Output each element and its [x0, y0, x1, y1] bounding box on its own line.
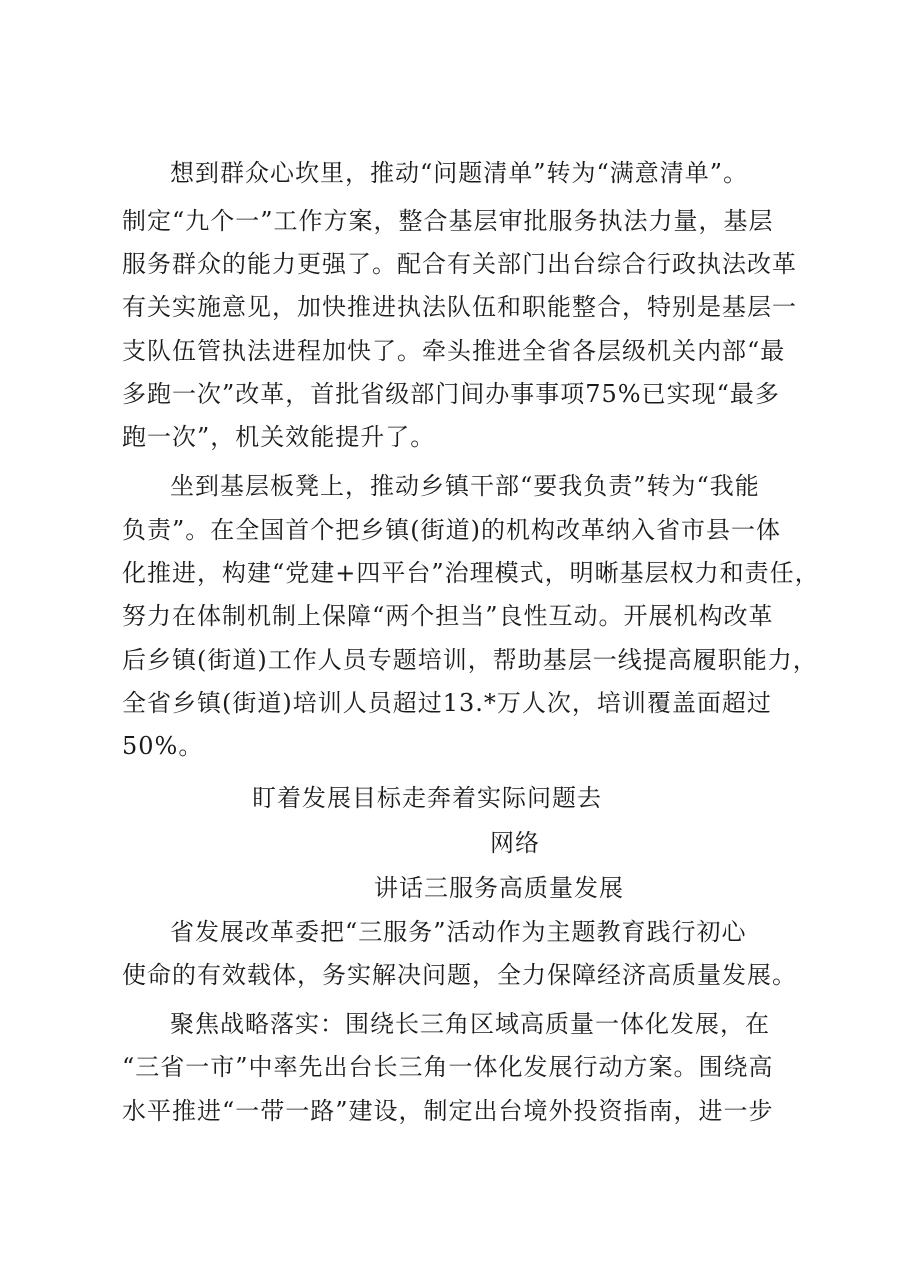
- paragraph-line: 努力在体制机制上保障“两个担当”良性互动。开展机构改革: [122, 602, 774, 630]
- paragraph-line: 负责”。在全国首个把乡镇(街道)的机构改革纳入省市县一体: [122, 516, 781, 544]
- paragraph-line: “三省一市”中率先出台长三角一体化发展行动方案。围绕高: [122, 1053, 774, 1081]
- paragraph-line: 全省乡镇(街道)培训人员超过13.*万人次，培训覆盖面超过: [122, 689, 772, 717]
- paragraph-line: 服务群众的能力更强了。配合有关部门出台综合行政执法改革: [122, 250, 797, 278]
- paragraph-line: 跑一次”，机关效能提升了。: [122, 423, 436, 451]
- paragraph-line: 化推进，构建“党建+四平台”治理模式，明晰基层权力和责任，: [122, 559, 820, 587]
- paragraph-line: 聚焦战略落实：围绕长三角区域高质量一体化发展，在: [170, 1010, 770, 1038]
- paragraph-line: 制定“九个一”工作方案，整合基层审批服务执法力量，基层: [122, 207, 774, 235]
- paragraph-line: 使命的有效载体，务实解决问题，全力保障经济高质量发展。: [122, 961, 797, 989]
- section-subheading: 网络: [490, 829, 540, 857]
- paragraph-line: 支队伍管执法进程加快了。牵头推进全省各层级机关内部“最: [122, 337, 786, 365]
- paragraph-line: 省发展改革委把“三服务”活动作为主题教育践行初心: [170, 918, 747, 946]
- section-heading: 盯着发展目标走奔着实际问题去: [252, 784, 602, 812]
- paragraph-line: 50%。: [122, 732, 204, 760]
- paragraph-line: 有关实施意见，加快推进执法队伍和职能整合，特别是基层一: [122, 293, 797, 321]
- section-subheading: 讲话三服务高质量发展: [374, 874, 624, 902]
- paragraph-line: 后乡镇(街道)工作人员专题培训，帮助基层一线提高履职能力，: [122, 646, 818, 674]
- paragraph-line: 多跑一次”改革，首批省级部门间办事事项75%已实现“最多: [122, 380, 780, 408]
- paragraph-line: 坐到基层板凳上，推动乡镇干部“要我负责”转为“我能: [170, 472, 760, 500]
- paragraph-line: 水平推进“一带一路”建设，制定出台境外投资指南，进一步: [122, 1097, 774, 1125]
- paragraph-line: 想到群众心坎里，推动“问题清单”转为“满意清单”。: [170, 159, 749, 187]
